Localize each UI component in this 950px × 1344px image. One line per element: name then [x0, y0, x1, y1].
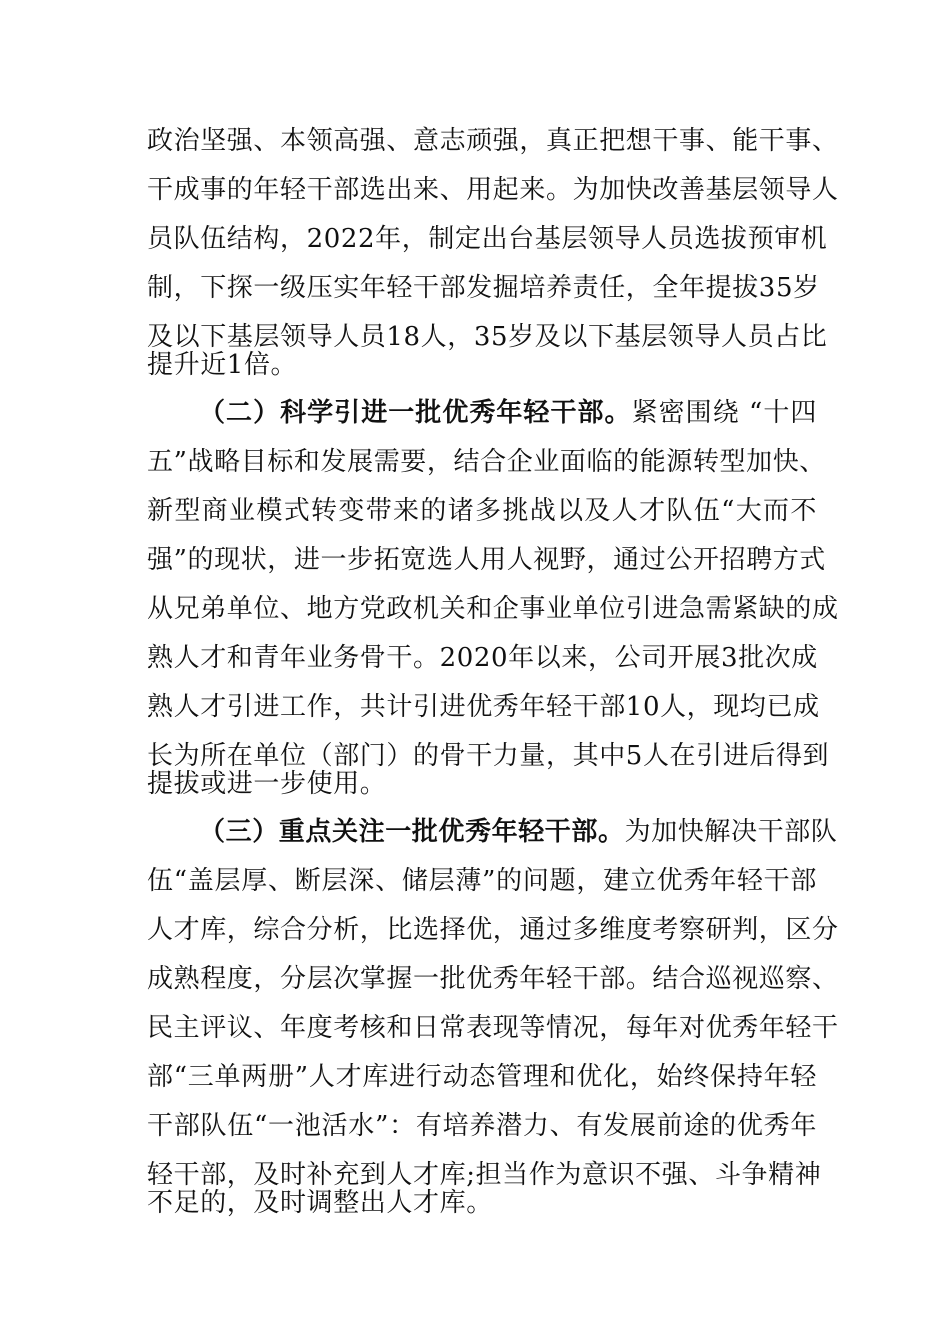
text-line: 五”战略目标和发展需要，结合企业面临的能源转型加快、	[147, 447, 826, 477]
text-line: 政治坚强、本领高强、意志顽强，真正把想干事、能干事、	[147, 126, 839, 156]
text-line: 干成事的年轻干部选出来、用起来。为加快改善基层领导人	[147, 175, 839, 205]
text-line: 长为所在单位（部门）的骨干力量，其中5人在引进后得到	[147, 741, 830, 771]
text-line: 伍“盖层厚、断层深、储层薄”的问题，建立优秀年轻干部	[147, 866, 817, 896]
text-line: 民主评议、年度考核和日常表现等情况，每年对优秀年轻干	[147, 1013, 839, 1043]
section-3-first-line-rest: 为加快解决干部队	[624, 817, 838, 847]
text-line: 人才库，综合分析，比选择优，通过多维度考察研判，区分	[147, 915, 839, 945]
section-3-first-line	[199, 812, 838, 852]
text-line: 不足的，及时调整出人才库。	[147, 1188, 493, 1218]
text-line: 从兄弟单位、地方党政机关和企事业单位引进急需紧缺的成	[147, 594, 839, 624]
text-line: 干部队伍“一池活水”：有培养潜力、有发展前途的优秀年	[147, 1111, 817, 1141]
text-line: 员队伍结构，2022年，制定出台基层领导人员选拔预审机	[147, 224, 828, 254]
text-line: 轻干部，及时补充到人才库;担当作为意识不强、斗争精神	[147, 1160, 822, 1190]
text-line: 熟人才和青年业务骨干。2020年以来，公司开展3批次成	[147, 643, 818, 673]
text-line: 新型商业模式转变带来的诸多挑战以及人才队伍“大而不	[147, 496, 817, 526]
section-2-first-line	[199, 393, 817, 433]
text-line: 制，下探一级压实年轻干部发掘培养责任，全年提拔35岁	[147, 273, 820, 303]
text-line: 强”的现状，进一步拓宽选人用人视野，通过公开招聘方式	[147, 545, 826, 575]
text-line: 熟人才引进工作，共计引进优秀年轻干部10人，现均已成	[147, 692, 820, 722]
section-2-heading: （二）科学引进一批优秀年轻干部。	[199, 398, 632, 428]
text-line: 成熟程度，分层次掌握一批优秀年轻干部。结合巡视巡察、	[147, 964, 839, 994]
section-2-first-line-rest: 紧密围绕 “十四	[631, 398, 818, 428]
text-line: 及以下基层领导人员18人，35岁及以下基层领导人员占比	[147, 322, 828, 352]
text-line: 部“三单两册”人才库进行动态管理和优化，始终保持年轻	[147, 1062, 817, 1092]
text-line: 提升近1倍。	[147, 350, 298, 380]
text-line: 提拔或进一步使用。	[147, 769, 387, 799]
section-3-heading: （三）重点关注一批优秀年轻干部。	[199, 817, 625, 847]
